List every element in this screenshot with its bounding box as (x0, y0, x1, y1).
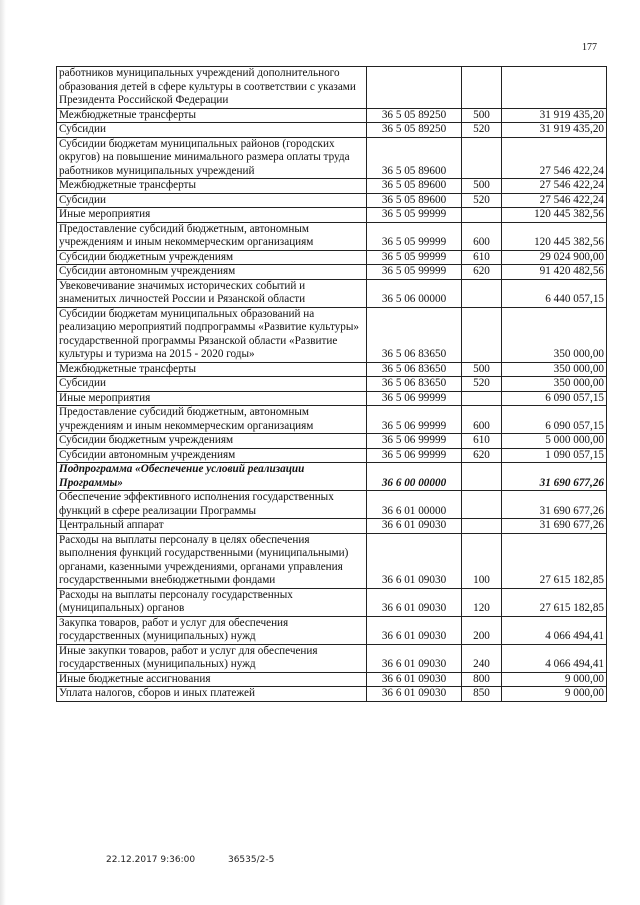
row-amount-cell: 4 066 494,41 (502, 616, 607, 644)
row-name-cell: Субсидии бюджетам муниципальных образований на реализацию мероприятий подпрограммы «Развитие культуры» государственной программы Рязанской области «Развитие культуры и туризма на 2015 - 2020 годы» (57, 307, 367, 362)
row-expense-type-cell: 600 (462, 222, 502, 250)
row-amount-cell: 120 445 382,56 (502, 222, 607, 250)
row-expense-type-cell: 100 (462, 533, 502, 588)
row-code-cell: 36 6 01 09030 (367, 687, 462, 702)
row-expense-type-cell: 240 (462, 644, 502, 672)
table-row (57, 67, 607, 109)
row-amount-cell: 31 690 677,26 (502, 491, 607, 519)
row-amount-cell: 4 066 494,41 (502, 644, 607, 672)
row-code-cell: 36 5 05 89250 (367, 123, 462, 138)
row-amount-cell: 350 000,00 (502, 307, 607, 362)
row-expense-type-cell: 500 (462, 362, 502, 377)
table-row (57, 362, 607, 377)
row-expense-type-cell (462, 307, 502, 362)
row-name-cell: Иные мероприятия (57, 391, 367, 406)
table-row (57, 448, 607, 463)
row-code-cell: 36 5 05 99999 (367, 265, 462, 280)
row-amount-cell: 6 090 057,15 (502, 391, 607, 406)
row-code-cell: 36 6 01 09030 (367, 519, 462, 534)
row-code-cell: 36 5 06 83650 (367, 362, 462, 377)
row-amount-cell: 31 919 435,20 (502, 123, 607, 138)
row-code-cell: 36 5 05 89600 (367, 179, 462, 194)
row-name-cell: Уплата налогов, сборов и иных платежей (57, 687, 367, 702)
table-row (57, 137, 607, 179)
row-code-cell (367, 67, 462, 109)
row-name-cell: Увековечивание значимых исторических событий и знаменитых личностей России и Рязанской области (57, 279, 367, 307)
row-name-cell: Центральный аппарат (57, 519, 367, 534)
row-expense-type-cell: 500 (462, 108, 502, 123)
row-amount-cell: 9 000,00 (502, 672, 607, 687)
table-row (57, 179, 607, 194)
row-expense-type-cell: 500 (462, 179, 502, 194)
table-row (57, 687, 607, 702)
row-code-cell: 36 6 01 09030 (367, 644, 462, 672)
row-amount-cell: 91 420 482,56 (502, 265, 607, 280)
row-name-cell: Обеспечение эффективного исполнения государственных функций в сфере реализации Программы (57, 491, 367, 519)
table-row (57, 108, 607, 123)
row-expense-type-cell: 200 (462, 616, 502, 644)
row-expense-type-cell (462, 279, 502, 307)
row-name-cell: Субсидии бюджетным учреждениям (57, 250, 367, 265)
row-code-cell: 36 5 06 99999 (367, 448, 462, 463)
row-expense-type-cell (462, 208, 502, 223)
table-row (57, 222, 607, 250)
row-expense-type-cell (462, 67, 502, 109)
table-row (57, 491, 607, 519)
row-name-cell: Предоставление субсидий бюджетным, автономным учреждениям и иным некоммерческим организациям (57, 222, 367, 250)
table-row (57, 250, 607, 265)
row-code-cell: 36 6 01 09030 (367, 588, 462, 616)
row-amount-cell: 27 546 422,24 (502, 137, 607, 179)
row-name-cell: Межбюджетные трансферты (57, 362, 367, 377)
row-code-cell: 36 5 05 89600 (367, 193, 462, 208)
footer-doc-id: 36535/2-5 (227, 855, 275, 865)
row-expense-type-cell: 520 (462, 123, 502, 138)
row-expense-type-cell (462, 137, 502, 179)
table-row (57, 265, 607, 280)
row-code-cell: 36 6 01 00000 (367, 491, 462, 519)
row-code-cell: 36 5 06 99999 (367, 391, 462, 406)
row-code-cell: 36 5 06 99999 (367, 434, 462, 449)
row-amount-cell: 27 546 422,24 (502, 179, 607, 194)
footer-datetime: 22.12.2017 9:36:00 (106, 855, 196, 865)
row-code-cell: 36 6 01 09030 (367, 672, 462, 687)
row-expense-type-cell: 850 (462, 687, 502, 702)
row-name-cell: Субсидии бюджетным учреждениям (57, 434, 367, 449)
row-name-cell: Субсидии бюджетам муниципальных районов (городских округов) на повышение минимального размера оплаты труда работников муниципальных учреждений (57, 137, 367, 179)
row-name-cell: Субсидии (57, 377, 367, 392)
row-expense-type-cell: 620 (462, 448, 502, 463)
row-expense-type-cell: 520 (462, 193, 502, 208)
row-expense-type-cell: 120 (462, 588, 502, 616)
budget-table (56, 66, 607, 702)
row-expense-type-cell: 520 (462, 377, 502, 392)
row-code-cell: 36 5 05 99999 (367, 222, 462, 250)
table-row (57, 377, 607, 392)
row-expense-type-cell: 600 (462, 406, 502, 434)
row-name-cell: Субсидии автономным учреждениям (57, 265, 367, 280)
row-amount-cell: 31 690 677,26 (502, 463, 607, 491)
row-code-cell: 36 5 05 99999 (367, 250, 462, 265)
budget-table-body (57, 67, 607, 702)
row-amount-cell: 6 090 057,15 (502, 406, 607, 434)
row-expense-type-cell: 800 (462, 672, 502, 687)
row-code-cell: 36 5 06 83650 (367, 307, 462, 362)
row-code-cell: 36 5 05 89250 (367, 108, 462, 123)
row-expense-type-cell (462, 463, 502, 491)
row-expense-type-cell (462, 491, 502, 519)
table-row (57, 193, 607, 208)
table-row (57, 672, 607, 687)
row-name-cell: Расходы на выплаты персоналу государственных (муниципальных) органов (57, 588, 367, 616)
row-amount-cell: 1 090 057,15 (502, 448, 607, 463)
table-row (57, 406, 607, 434)
row-name-cell: Закупка товаров, работ и услуг для обеспечения государственных (муниципальных) нужд (57, 616, 367, 644)
row-expense-type-cell (462, 519, 502, 534)
row-amount-cell: 31 919 435,20 (502, 108, 607, 123)
table-row (57, 307, 607, 362)
row-expense-type-cell: 610 (462, 250, 502, 265)
row-amount-cell: 9 000,00 (502, 687, 607, 702)
row-amount-cell: 6 440 057,15 (502, 279, 607, 307)
table-row (57, 588, 607, 616)
row-amount-cell: 31 690 677,26 (502, 519, 607, 534)
table-row (57, 616, 607, 644)
row-amount-cell: 27 615 182,85 (502, 588, 607, 616)
table-row (57, 123, 607, 138)
row-amount-cell (502, 67, 607, 109)
row-code-cell: 36 6 01 09030 (367, 533, 462, 588)
row-amount-cell: 27 546 422,24 (502, 193, 607, 208)
row-name-cell: Иные бюджетные ассигнования (57, 672, 367, 687)
table-row (57, 391, 607, 406)
row-code-cell: 36 5 05 99999 (367, 208, 462, 223)
table-row (57, 434, 607, 449)
row-name-cell: Межбюджетные трансферты (57, 179, 367, 194)
row-amount-cell: 29 024 900,00 (502, 250, 607, 265)
row-amount-cell: 27 615 182,85 (502, 533, 607, 588)
row-name-cell: работников муниципальных учреждений дополнительного образования детей в сфере культуры в соответствии с указами Президента Российской Федерации (57, 67, 367, 109)
row-name-cell: Субсидии (57, 193, 367, 208)
row-name-cell: Подпрограмма «Обеспечение условий реализации Программы» (57, 463, 367, 491)
table-row (57, 644, 607, 672)
table-row (57, 208, 607, 223)
row-code-cell: 36 5 06 00000 (367, 279, 462, 307)
row-expense-type-cell (462, 391, 502, 406)
row-expense-type-cell: 610 (462, 434, 502, 449)
row-code-cell: 36 5 05 89600 (367, 137, 462, 179)
row-amount-cell: 350 000,00 (502, 362, 607, 377)
row-code-cell: 36 5 06 99999 (367, 406, 462, 434)
row-expense-type-cell: 620 (462, 265, 502, 280)
row-name-cell: Иные мероприятия (57, 208, 367, 223)
table-row (57, 463, 607, 491)
footer (106, 855, 304, 865)
row-amount-cell: 120 445 382,56 (502, 208, 607, 223)
row-name-cell: Субсидии (57, 123, 367, 138)
row-code-cell: 36 6 01 09030 (367, 616, 462, 644)
row-name-cell: Межбюджетные трансферты (57, 108, 367, 123)
table-row (57, 279, 607, 307)
row-name-cell: Расходы на выплаты персоналу в целях обеспечения выполнения функций государственными (муниципальными) органами, казенными учреждениями, органами управления государственными внебюджетными фондами (57, 533, 367, 588)
table-row (57, 519, 607, 534)
row-name-cell: Предоставление субсидий бюджетным, автономным учреждениям и иным некоммерческим организациям (57, 406, 367, 434)
row-amount-cell: 5 000 000,00 (502, 434, 607, 449)
scan-edge-shadow (0, 0, 6, 905)
row-name-cell: Иные закупки товаров, работ и услуг для обеспечения государственных (муниципальных) нужд (57, 644, 367, 672)
table-row (57, 533, 607, 588)
row-code-cell: 36 5 06 83650 (367, 377, 462, 392)
page-number: 177 (582, 42, 597, 53)
row-code-cell: 36 6 00 00000 (367, 463, 462, 491)
row-amount-cell: 350 000,00 (502, 377, 607, 392)
row-name-cell: Субсидии автономным учреждениям (57, 448, 367, 463)
